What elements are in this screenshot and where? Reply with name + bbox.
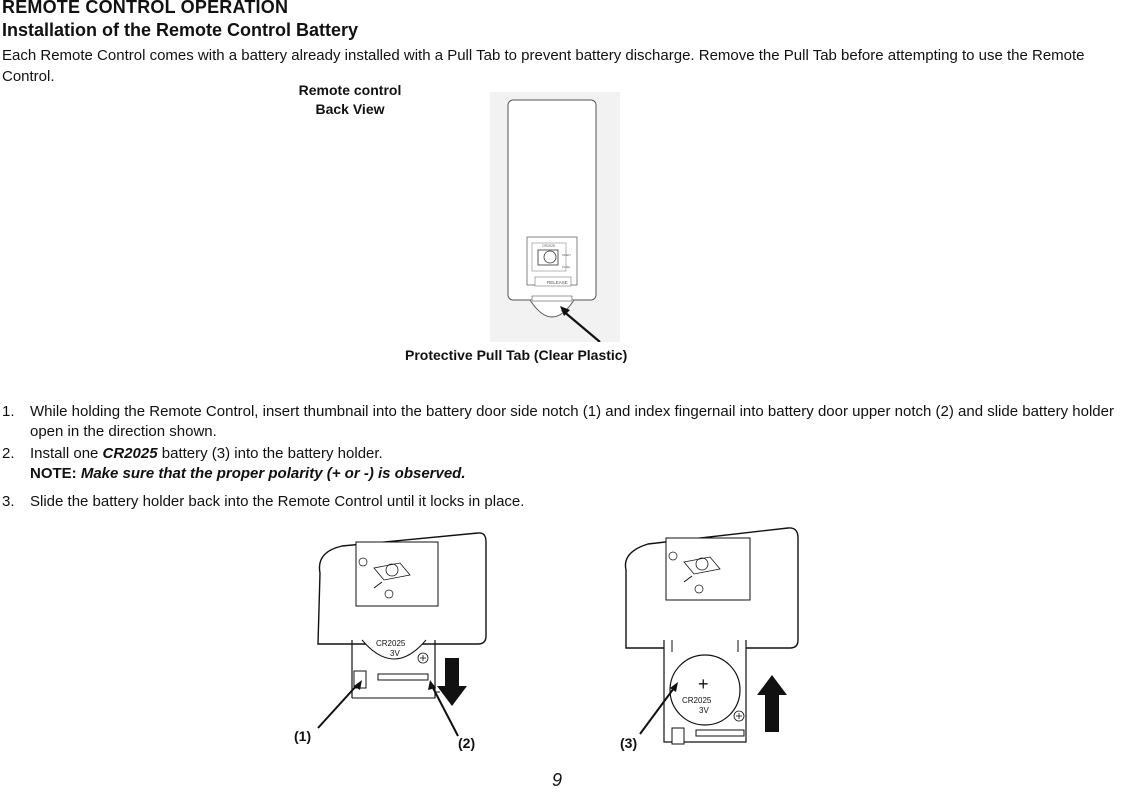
callout-1-line <box>318 684 358 728</box>
battery-model-left: CR2025 <box>376 639 406 648</box>
subsection-title: Installation of the Remote Control Battery <box>2 20 359 40</box>
battery-plus-sign: + <box>698 674 709 694</box>
step-2-number: 2. <box>2 445 15 462</box>
upper-notch-slot <box>696 730 744 736</box>
slide-open-arrow <box>437 658 467 706</box>
battery-voltage-left: 3V <box>390 649 400 658</box>
label-line1: Remote control <box>298 82 402 98</box>
intro-paragraph: Each Remote Control comes with a battery already installed with a Pull Tab to prevent battery discharge. Remove the Pull Tab before attempting to use the Remote Control. <box>2 47 1085 85</box>
upper-notch-slot <box>378 674 428 680</box>
battery-voltage-right: 3V <box>699 706 709 715</box>
callout-1-label: (1) <box>294 728 312 744</box>
note-text: Make sure that the proper polarity (+ or -) is observed. <box>76 465 466 482</box>
tiny-push-text: PUSH <box>562 265 571 269</box>
pull-tab-strip <box>532 296 572 301</box>
side-notch-tab <box>672 728 684 744</box>
callout-2-label: (2) <box>458 735 476 751</box>
tiny-cr-text: CR2025 <box>542 244 555 248</box>
step-2 <box>2 444 1124 484</box>
step-3-number: 3. <box>2 493 15 510</box>
note-label: NOTE: <box>30 465 77 482</box>
remote-back-view-label <box>280 81 420 119</box>
step-2-text-after: battery (3) into the battery holder. <box>157 445 383 462</box>
step-1-number: 1. <box>2 403 15 420</box>
step-3-text: Slide the battery holder back into the Remote Control until it locks in place. <box>30 493 525 510</box>
step-1-text: While holding the Remote Control, insert thumbnail into the battery door side notch (1) and index fingernail into battery door upper notch (2) and slide battery holder open in the direction shown. <box>30 403 1114 440</box>
step-3 <box>2 492 1124 512</box>
remote-back-view-figure <box>490 92 620 342</box>
battery-holder-insert-figure <box>600 520 810 750</box>
step-2-battery-model: CR2025 <box>102 445 158 462</box>
tiny-open-text: OPEN <box>562 253 571 257</box>
release-text: RELEASE <box>547 280 568 285</box>
battery-holder-open-figure <box>290 528 510 760</box>
slide-closed-arrow <box>757 675 787 732</box>
callout-3-label: (3) <box>620 735 638 751</box>
battery-model-right: CR2025 <box>682 696 712 705</box>
holder-bottom <box>352 692 440 698</box>
page-number: 9 <box>552 770 563 790</box>
instruction-steps <box>2 402 1124 512</box>
label-line2: Back View <box>315 101 385 117</box>
pull-tab-caption: Protective Pull Tab (Clear Plastic) <box>405 347 628 363</box>
step-1 <box>2 402 1124 442</box>
section-title: REMOTE CONTROL OPERATION <box>2 0 289 17</box>
step-2-text-before: Install one <box>30 445 103 462</box>
